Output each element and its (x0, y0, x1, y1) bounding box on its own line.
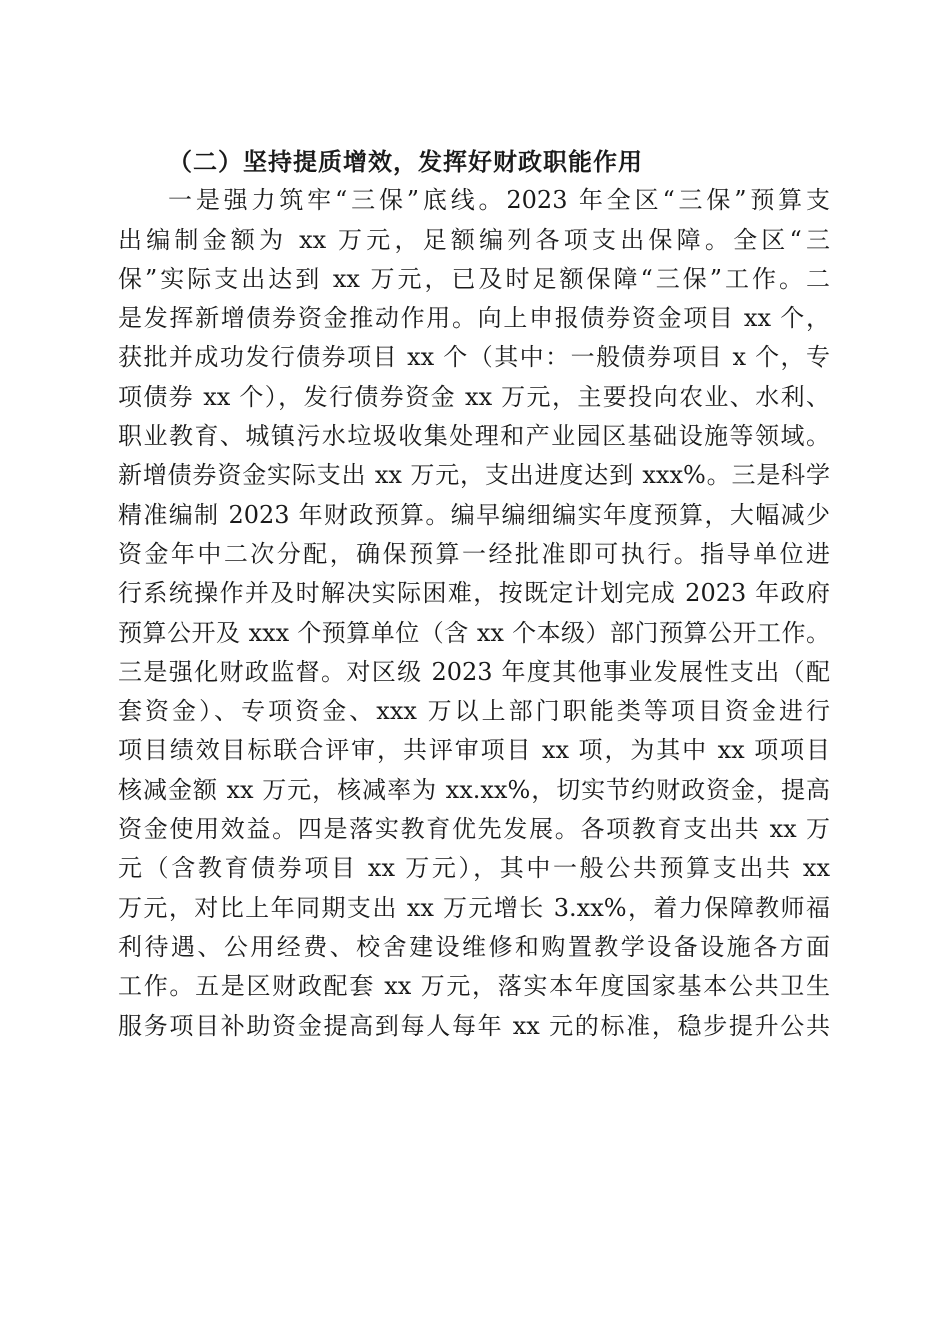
document-body (118, 142, 830, 1046)
paragraph-line: 资金使用效益。四是落实教育优先发展。各项教育支出共 xx 万 (118, 815, 830, 844)
paragraph-line: 新增债券资金实际支出 xx 万元，支出进度达到 xxx%。三是科学 (118, 461, 830, 490)
paragraph-line: 万元，对比上年同期支出 xx 万元增长 3.xx%，着力保障教师福 (118, 893, 830, 922)
paragraph-line: 预算公开及 xxx 个预算单位（含 xx 个本级）部门预算公开工作。 (118, 618, 830, 647)
paragraph-line: 行系统操作并及时解决实际困难，按既定计划完成 2023 年政府 (118, 579, 830, 608)
paragraph-line: 保”实际支出达到 xx 万元，已及时足额保障“三保”工作。二 (118, 264, 830, 293)
paragraph-line: 出编制金额为 xx 万元，足额编列各项支出保障。全区“三 (118, 225, 830, 254)
paragraph-line: 服务项目补助资金提高到每人每年 xx 元的标准，稳步提升公共 (118, 1011, 830, 1040)
section-heading: （二）坚持提质增效，发挥好财政职能作用 (168, 147, 643, 176)
paragraph-line: 核减金额 xx 万元，核减率为 xx.xx%，切实节约财政资金，提高 (118, 775, 830, 804)
paragraph-line: 套资金）、专项资金、xxx 万以上部门职能类等项目资金进行 (118, 697, 830, 726)
paragraph-line: 职业教育、城镇污水垃圾收集处理和产业园区基础设施等领域。 (118, 422, 830, 451)
paragraph-line: 利待遇、公用经费、校舍建设维修和购置教学设备设施各方面 (118, 932, 830, 961)
paragraph-line: 工作。五是区财政配套 xx 万元，落实本年度国家基本公共卫生 (118, 972, 830, 1001)
paragraph-line: 一是强力筑牢“三保”底线。2023 年全区“三保”预算支 (168, 186, 830, 215)
paragraph-line: 精准编制 2023 年财政预算。编早编细编实年度预算，大幅减少 (118, 500, 830, 529)
paragraph-line: 元（含教育债券项目 xx 万元），其中一般公共预算支出共 xx (118, 854, 830, 883)
paragraph-line: 资金年中二次分配，确保预算一经批准即可执行。指导单位进 (118, 539, 830, 568)
paragraph-line: 项目绩效目标联合评审，共评审项目 xx 项，为其中 xx 项项目 (118, 736, 830, 765)
paragraph-line: 项债券 xx 个），发行债券资金 xx 万元，主要投向农业、水利、 (118, 382, 830, 411)
paragraph-line: 三是强化财政监督。对区级 2023 年度其他事业发展性支出（配 (118, 657, 830, 686)
paragraph-line: 是发挥新增债券资金推动作用。向上申报债券资金项目 xx 个， (118, 304, 830, 333)
paragraph-line: 获批并成功发行债券项目 xx 个（其中：一般债券项目 x 个，专 (118, 343, 830, 372)
